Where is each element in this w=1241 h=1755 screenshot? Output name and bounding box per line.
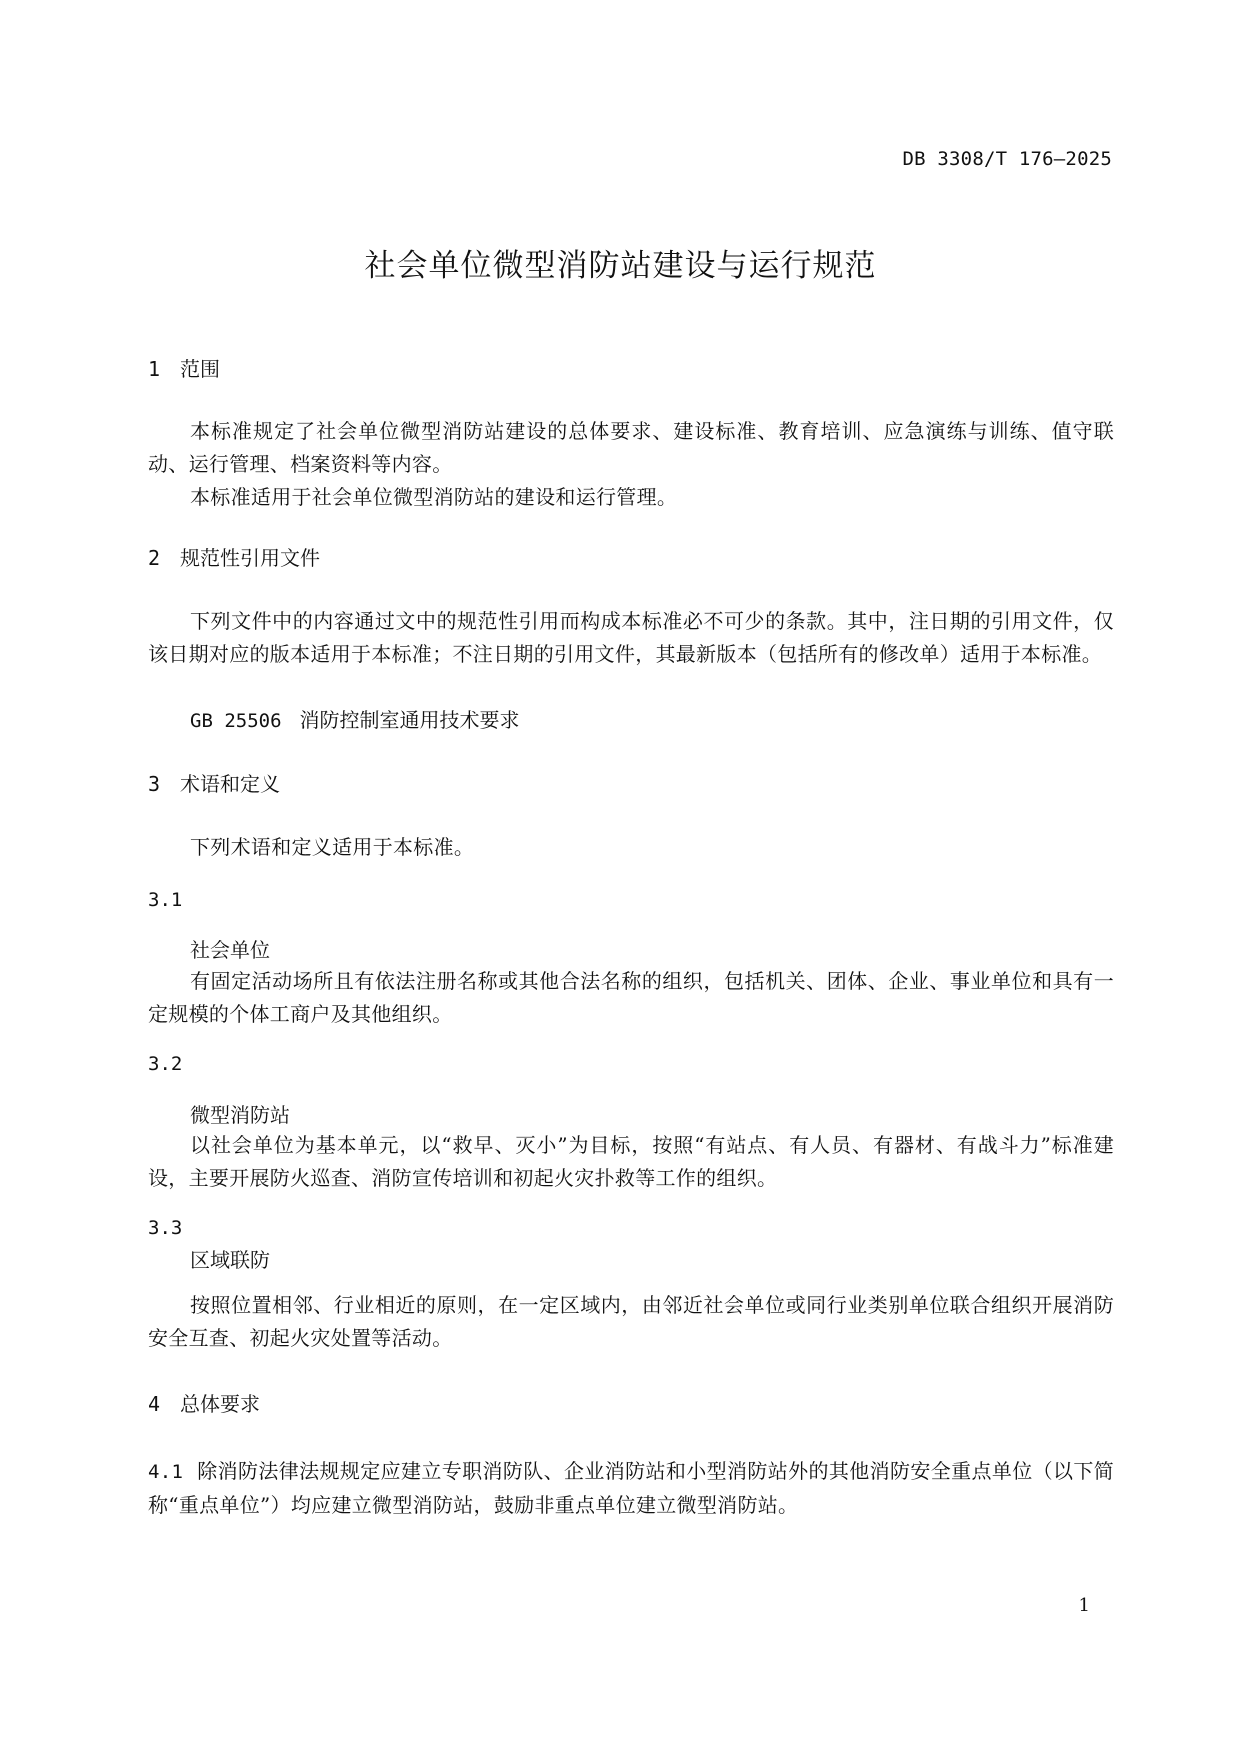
section-heading-1 xyxy=(148,355,1114,383)
section-number: 3 xyxy=(148,772,161,796)
term-definition-3-2: 以社会单位为基本单元，以“救早、灭小”为目标，按照“有站点、有人员、有器材、有战斗力”标准建设，主要开展防火巡查、消防宣传培训和初起火灾扑救等工作的组织。 xyxy=(148,1133,1114,1190)
term-name-3-3: 区域联防 xyxy=(190,1248,270,1272)
term-number-3-3: 3.3 xyxy=(148,1217,183,1239)
reference-item xyxy=(190,706,1156,735)
term-name-3-1: 社会单位 xyxy=(190,938,270,962)
section-heading-2 xyxy=(148,544,1114,572)
section-heading-3 xyxy=(148,770,1114,798)
page-title: 社会单位微型消防站建设与运行规范 xyxy=(364,248,877,284)
section-title: 总体要求 xyxy=(180,1392,260,1416)
section-title: 规范性引用文件 xyxy=(180,546,320,570)
reference-code: GB 25506 xyxy=(190,710,282,732)
section-number: 1 xyxy=(148,357,161,381)
paragraph-scope-2: 本标准适用于社会单位微型消防站的建设和运行管理。 xyxy=(190,485,678,509)
term-definition-3-1: 有固定活动场所且有依法注册名称或其他合法名称的组织，包括机关、团体、企业、事业单位和具有一定规模的个体工商户及其他组织。 xyxy=(148,969,1114,1026)
term-number-3-2: 3.2 xyxy=(148,1053,183,1075)
page-number: 1 xyxy=(1078,1595,1090,1616)
section-heading-4 xyxy=(148,1390,1114,1418)
clause-text: 除消防法律法规规定应建立专职消防队、企业消防站和小型消防站外的其他消防安全重点单位（以下简称“重点单位”）均应建立微型消防站，鼓励非重点单位建立微型消防站。 xyxy=(148,1459,1114,1517)
paragraph-references: 下列文件中的内容通过文中的规范性引用而构成本标准必不可少的条款。其中，注日期的引用文件，仅该日期对应的版本适用于本标准；不注日期的引用文件，其最新版本（包括所有的修改单）适用于本标准。 xyxy=(148,609,1114,666)
section-title: 范围 xyxy=(180,357,220,381)
section-title: 术语和定义 xyxy=(180,772,280,796)
paragraph-scope-1: 本标准规定了社会单位微型消防站建设的总体要求、建设标准、教育培训、应急演练与训练、值守联动、运行管理、档案资料等内容。 xyxy=(148,419,1114,476)
paragraph-terms-intro: 下列术语和定义适用于本标准。 xyxy=(190,835,475,859)
document-code: DB 3308/T 176—2025 xyxy=(902,148,1112,170)
section-number: 4 xyxy=(148,1392,161,1416)
requirement-4-1 xyxy=(148,1455,1114,1522)
clause-number: 4.1 xyxy=(148,1461,184,1483)
reference-title: 消防控制室通用技术要求 xyxy=(299,708,520,732)
term-number-3-1: 3.1 xyxy=(148,889,183,911)
term-name-3-2: 微型消防站 xyxy=(190,1103,290,1127)
section-number: 2 xyxy=(148,546,161,570)
term-definition-3-3: 按照位置相邻、行业相近的原则，在一定区域内，由邻近社会单位或同行业类别单位联合组织开展消防安全互查、初起火灾处置等活动。 xyxy=(148,1293,1114,1350)
